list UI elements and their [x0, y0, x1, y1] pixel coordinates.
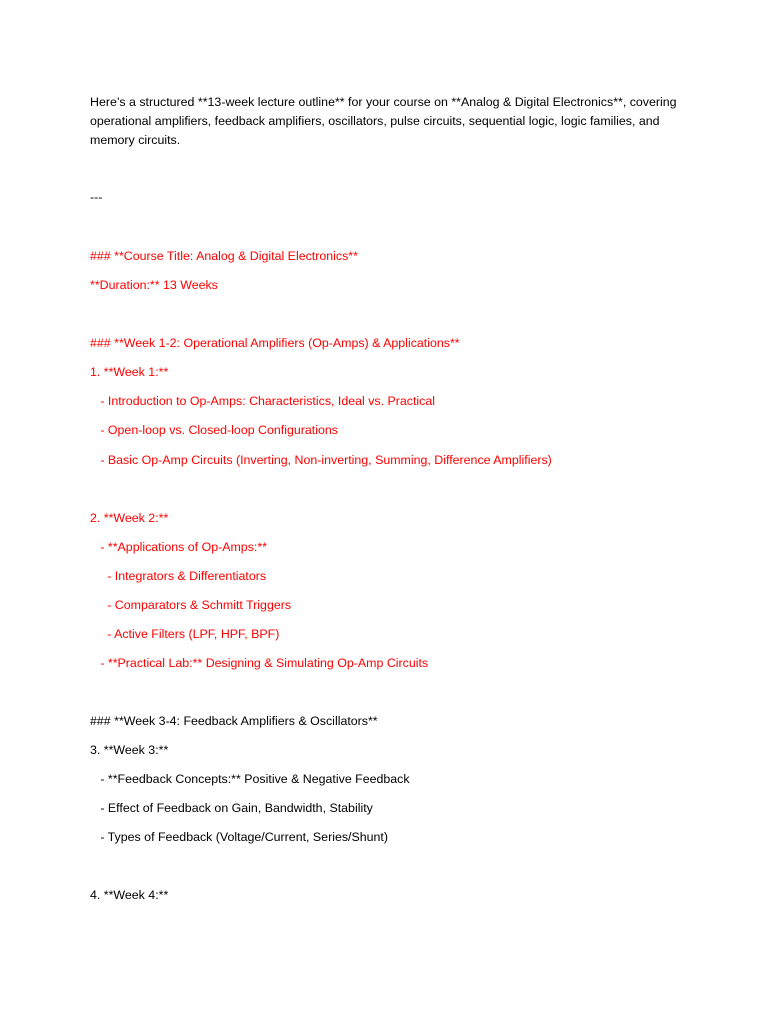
list-item: - Open-loop vs. Closed-loop Configurations: [90, 423, 338, 437]
week-1-2-heading: ### **Week 1-2: Operational Amplifiers (Op-Amps) & Applications**: [90, 336, 460, 350]
list-item: - **Feedback Concepts:** Positive & Negative Feedback: [90, 772, 410, 786]
separator-line: ---: [90, 190, 103, 204]
week-3-4-heading: ### **Week 3-4: Feedback Amplifiers & Oscillators**: [90, 714, 378, 728]
list-item: - **Practical Lab:** Designing & Simulating Op-Amp Circuits: [90, 656, 429, 670]
list-item: - Types of Feedback (Voltage/Current, Series/Shunt): [90, 830, 388, 844]
list-item: - Introduction to Op-Amps: Characteristics, Ideal vs. Practical: [90, 394, 435, 408]
list-item: - **Applications of Op-Amps:**: [90, 540, 267, 554]
course-title-heading: ### **Course Title: Analog & Digital Electronics**: [90, 249, 358, 263]
list-item: - Basic Op-Amp Circuits (Inverting, Non-inverting, Summing, Difference Amplifiers): [90, 453, 552, 467]
duration-line: **Duration:** 13 Weeks: [90, 278, 218, 292]
list-item: - Comparators & Schmitt Triggers: [90, 598, 292, 612]
list-item: - Effect of Feedback on Gain, Bandwidth, Stability: [90, 801, 373, 815]
intro-paragraph: Here’s a structured **13-week lecture outline** for your course on **Analog & Digital Electronics**, covering operational amplifiers, feedback amplifiers, oscillators, pulse circuits, sequential logic, logic families, and memory circuits.: [90, 95, 677, 147]
list-item: - Active Filters (LPF, HPF, BPF): [90, 627, 280, 641]
week-1-label: 1. **Week 1:**: [90, 365, 169, 379]
week-3-label: 3. **Week 3:**: [90, 743, 169, 757]
week-4-label: 4. **Week 4:**: [90, 888, 169, 902]
week-2-label: 2. **Week 2:**: [90, 511, 169, 525]
list-item: - Integrators & Differentiators: [90, 569, 267, 583]
